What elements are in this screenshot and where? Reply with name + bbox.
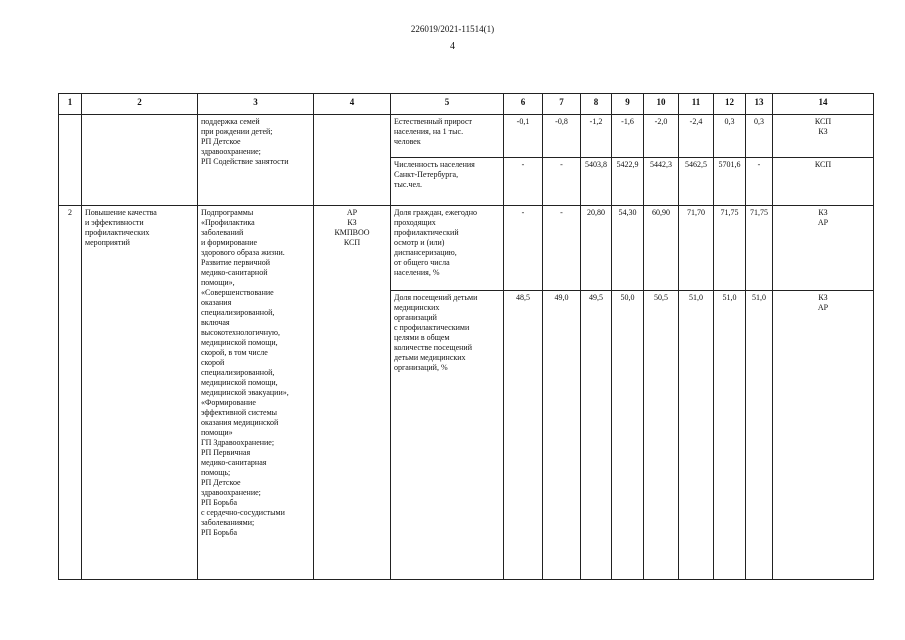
- indicator-value: -: [504, 206, 543, 291]
- indicator-value: 54,30: [612, 206, 644, 291]
- indicator-name: Доля граждан, ежегодно проходящих профилактический осмотр и (или) диспансеризацию, от общего числа населения, %: [391, 206, 504, 291]
- responsible-cell: КСП КЗ: [773, 115, 874, 158]
- indicator-value: -1,2: [581, 115, 612, 158]
- indicator-value: 71,70: [679, 206, 714, 291]
- indicator-value: -: [746, 158, 773, 206]
- column-header: 4: [314, 94, 391, 115]
- table-row: [59, 115, 874, 158]
- goal-cell: Повышение качества и эффективности профилактических мероприятий: [82, 206, 198, 580]
- indicator-value: -1,6: [612, 115, 644, 158]
- column-header: 8: [581, 94, 612, 115]
- indicator-value: 5442,3: [644, 158, 679, 206]
- column-header: 11: [679, 94, 714, 115]
- indicator-name: Численность населения Санкт-Петербурга, тыс.чел.: [391, 158, 504, 206]
- indicator-value: 71,75: [714, 206, 746, 291]
- indicator-value: 50,0: [612, 291, 644, 580]
- indicator-value: 5422,9: [612, 158, 644, 206]
- column-header: 6: [504, 94, 543, 115]
- goal-cell: [82, 115, 198, 206]
- program-cell: Подпрограммы «Профилактика заболеваний и формирование здорового образа жизни. Развитие первичной медико-санитарной помощи», «Совершенствование оказания специализированной, включая высокотехнологичную, медицинской помощи, скорой, в том числе скорой специализированной, медицинской помощи, медицинской эвакуации», «Формирование эффективной системы оказания медицинской помощи» ГП Здравоохранение; РП Первичная медико-санитарная помощь; РП Детское здравоохранение; РП Борьба с сердечно-сосудистыми заболеваниями; РП Борьба: [198, 206, 314, 580]
- indicator-value: 20,80: [581, 206, 612, 291]
- indicator-value: 5701,6: [714, 158, 746, 206]
- indicator-value: -: [504, 158, 543, 206]
- indicator-value: 51,0: [679, 291, 714, 580]
- column-header: 14: [773, 94, 874, 115]
- indicator-value: -2,4: [679, 115, 714, 158]
- column-header: 9: [612, 94, 644, 115]
- indicator-value: -2,0: [644, 115, 679, 158]
- indicator-name: Естественный прирост населения, на 1 тыс. человек: [391, 115, 504, 158]
- column-header: 5: [391, 94, 504, 115]
- indicator-value: 50,5: [644, 291, 679, 580]
- indicator-value: -0,8: [543, 115, 581, 158]
- indicator-value: -: [543, 206, 581, 291]
- column-header: 1: [59, 94, 82, 115]
- column-header: 13: [746, 94, 773, 115]
- indicator-value: 49,5: [581, 291, 612, 580]
- responsible-cell: КЗ АР: [773, 206, 874, 291]
- row-number-cell: 2: [59, 206, 82, 580]
- indicator-value: -0,1: [504, 115, 543, 158]
- indicators-table: [58, 93, 874, 580]
- indicator-value: -: [543, 158, 581, 206]
- indicator-value: 5462,5: [679, 158, 714, 206]
- executors-cell: [314, 115, 391, 206]
- indicator-value: 49,0: [543, 291, 581, 580]
- column-header: 3: [198, 94, 314, 115]
- column-header: 10: [644, 94, 679, 115]
- indicator-name: Доля посещений детьми медицинских организаций с профилактическими целями в общем количестве посещений детьми медицинских организаций, %: [391, 291, 504, 580]
- indicator-value: 0,3: [714, 115, 746, 158]
- table-header-row: [59, 94, 874, 115]
- program-cell: поддержка семей при рождении детей; РП Детское здравоохранение; РП Содействие занятости: [198, 115, 314, 206]
- responsible-cell: КЗ АР: [773, 291, 874, 580]
- row-number-cell: [59, 115, 82, 206]
- indicator-value: 60,90: [644, 206, 679, 291]
- indicator-value: 48,5: [504, 291, 543, 580]
- indicator-value: 51,0: [714, 291, 746, 580]
- indicator-value: 5403,8: [581, 158, 612, 206]
- column-header: 2: [82, 94, 198, 115]
- document-registration-code: 226019/2021-11514(1): [410, 24, 495, 34]
- responsible-cell: КСП: [773, 158, 874, 206]
- indicator-value: 0,3: [746, 115, 773, 158]
- executors-cell: АР КЗ КМПВОО КСП: [314, 206, 391, 580]
- indicator-value: 71,75: [746, 206, 773, 291]
- column-header: 12: [714, 94, 746, 115]
- indicator-value: 51,0: [746, 291, 773, 580]
- column-header: 7: [543, 94, 581, 115]
- page-number: 4: [450, 41, 455, 52]
- table-row: [59, 206, 874, 291]
